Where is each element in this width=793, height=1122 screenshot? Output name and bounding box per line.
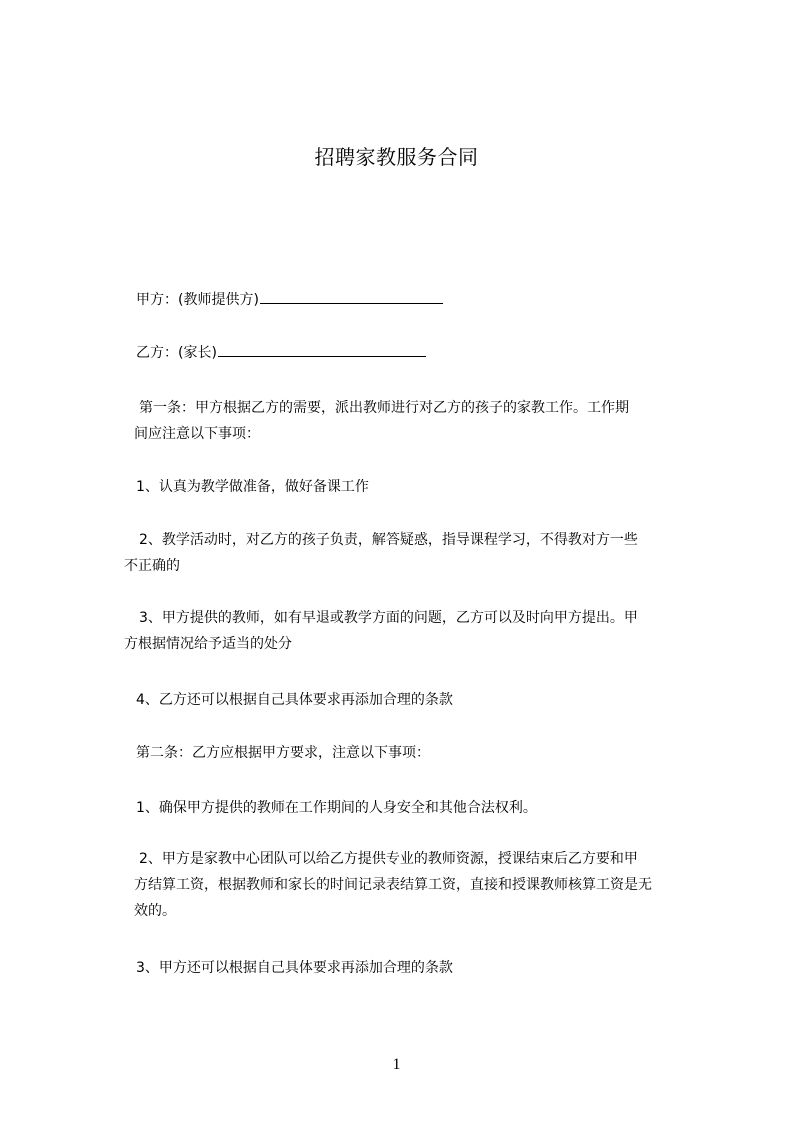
party-a-line bbox=[136, 287, 711, 313]
article-1 bbox=[134, 395, 713, 447]
document-title: 招聘家教服务合同 bbox=[314, 145, 479, 169]
item-2-2-line-1: 2、甲方是家教中心团队可以给乙方提供专业的教师资源，授课结束后乙方要和甲 bbox=[139, 851, 638, 867]
party-b-label: 乙方：(家长) bbox=[136, 345, 217, 361]
party-b-line bbox=[136, 340, 711, 366]
article-1-line-1: 第一条：甲方根据乙方的需要，派出教师进行对乙方的孩子的家教工作。工作期 bbox=[139, 400, 629, 416]
item-2-3: 3、甲方还可以根据自己具体要求再添加合理的条款 bbox=[136, 960, 453, 976]
item-2-2-line-2: 方结算工资，根据教师和家长的时间记录表结算工资，直接和授课教师核算工资是无 bbox=[134, 877, 652, 893]
article-1-line-2: 间应注意以下事项： bbox=[134, 426, 260, 442]
item-1-3-line-2: 方根据情况给予适当的处分 bbox=[124, 636, 292, 652]
item-2-1: 1、确保甲方提供的教师在工作期间的人身安全和其他合法权利。 bbox=[136, 800, 537, 816]
item-1-2-line-2: 不正确的 bbox=[124, 558, 180, 574]
item-1-2 bbox=[124, 527, 713, 579]
item-1-3 bbox=[124, 605, 713, 657]
item-2-2-line-3: 效的。 bbox=[134, 903, 176, 919]
party-a-label: 甲方：(教师提供方) bbox=[136, 292, 259, 308]
party-a-blank bbox=[260, 289, 443, 304]
item-1-2-line-1: 2、教学活动时，对乙方的孩子负责，解答疑惑，指导课程学习，不得教对方一些 bbox=[139, 532, 638, 548]
page-number: 1 bbox=[392, 1056, 401, 1073]
article-2: 第二条：乙方应根据甲方要求，注意以下事项： bbox=[136, 745, 430, 761]
item-1-4: 4、乙方还可以根据自己具体要求再添加合理的条款 bbox=[136, 692, 453, 708]
item-2-2 bbox=[134, 846, 713, 924]
item-1-3-line-1: 3、甲方提供的教师，如有早退或教学方面的问题，乙方可以及时向甲方提出。甲 bbox=[139, 610, 638, 626]
item-1-1: 1、认真为教学做准备，做好备课工作 bbox=[136, 479, 369, 495]
party-b-blank bbox=[218, 342, 426, 357]
